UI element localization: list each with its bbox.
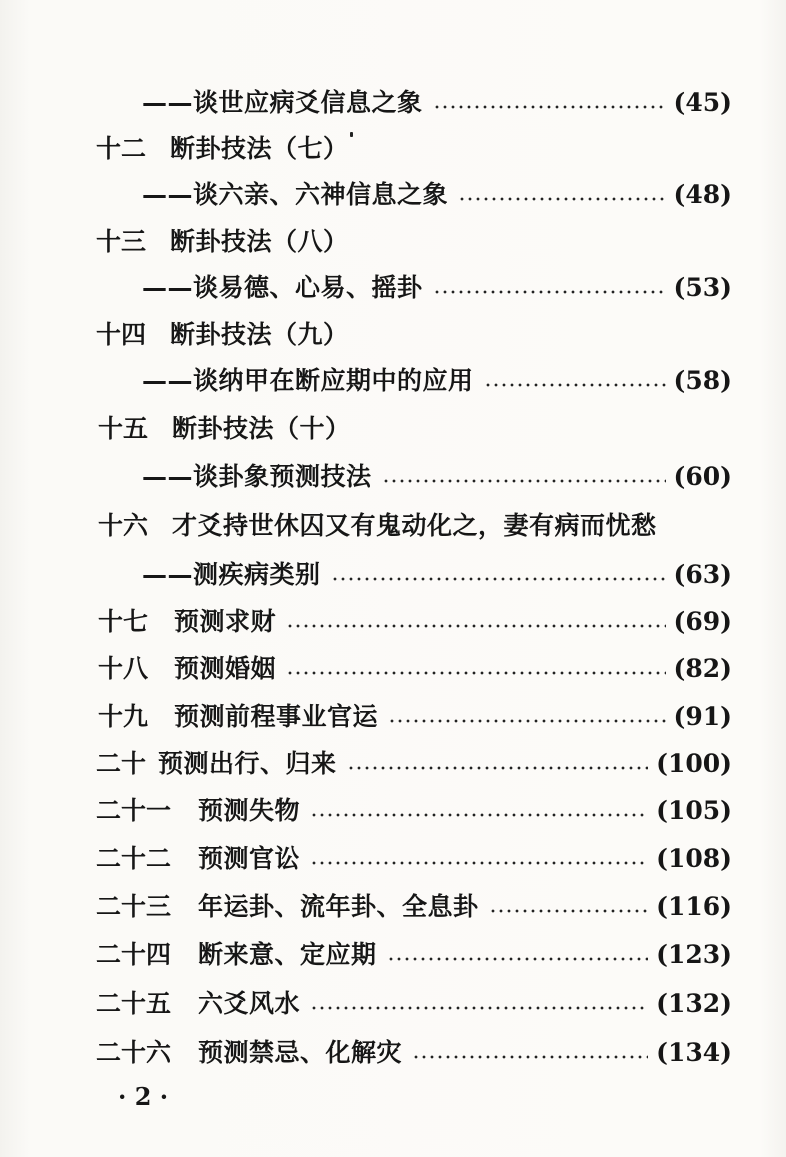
print-speck (350, 132, 353, 137)
toc-chapter-number: 十七 (98, 607, 149, 636)
toc-chapter-row (96, 132, 349, 166)
toc-subtitle: ——谈世应病爻信息之象 (142, 88, 423, 117)
toc-chapter-number: 十八 (98, 654, 149, 683)
toc-page-number: (60) (673, 462, 732, 491)
toc-chapter-number: 二十 (96, 749, 147, 778)
toc-page-number: (91) (673, 702, 732, 731)
toc-chapter-row (96, 842, 732, 876)
toc-chapter-number: 二十二 (96, 844, 172, 873)
toc-chapter-title: 断来意、定应期 (198, 940, 377, 969)
toc-subtitle: ——谈易德、心易、摇卦 (142, 273, 423, 302)
toc-chapter-row (96, 318, 349, 352)
dot-leader (286, 624, 666, 628)
toc-chapter-number: 二十五 (96, 989, 172, 1018)
toc-chapter-row (98, 652, 732, 686)
dot-leader (310, 1006, 648, 1010)
toc-chapter-title: 预测求财 (174, 607, 277, 636)
toc-chapter-row (96, 890, 732, 924)
toc-subtitle-row (142, 558, 732, 592)
dot-leader (347, 766, 649, 770)
toc-page-number: (69) (673, 607, 732, 636)
toc-chapter-title: 断卦技法（八） (170, 227, 349, 256)
toc-chapter-number: 十九 (98, 702, 149, 731)
dot-leader (412, 1055, 648, 1059)
toc-chapter-number: 二十一 (96, 796, 172, 825)
dot-leader (489, 909, 649, 913)
toc-subtitle: ——谈六亲、六神信息之象 (142, 180, 449, 209)
toc-chapter-title: 预测前程事业官运 (174, 702, 379, 731)
dot-leader (310, 861, 648, 865)
toc-subtitle: ——谈纳甲在断应期中的应用 (142, 366, 474, 395)
dot-leader (433, 105, 666, 109)
toc-chapter-number: 十五 (98, 414, 149, 443)
toc-chapter-row (98, 509, 657, 543)
toc-chapter-row (98, 412, 351, 446)
toc-chapter-title: 六爻风水 (198, 989, 301, 1018)
toc-chapter-row (96, 1036, 732, 1070)
toc-chapter-number: 二十六 (96, 1038, 172, 1067)
toc-subtitle-row (142, 86, 732, 120)
toc-subtitle-row (142, 271, 732, 305)
toc-page-number: (108) (656, 844, 732, 873)
toc-chapter-number: 二十三 (96, 892, 172, 921)
toc-page-number: (116) (656, 892, 732, 921)
toc-page-number: (100) (656, 749, 732, 778)
dot-leader (382, 479, 666, 483)
dot-leader (458, 197, 666, 201)
toc-chapter-title: 才爻持世休囚又有鬼动化之，妻有病而忧愁 (172, 511, 657, 540)
dot-leader (433, 290, 666, 294)
toc-page-number: (82) (673, 654, 732, 683)
toc-chapter-title: 预测出行、归来 (158, 749, 337, 778)
dot-leader (331, 577, 666, 581)
toc-chapter-title: 预测失物 (198, 796, 301, 825)
toc-page-number: (53) (673, 273, 732, 302)
dot-leader (387, 957, 649, 961)
toc-chapter-row (98, 605, 732, 639)
toc-page-number: (58) (673, 366, 732, 395)
toc-subtitle-row (142, 178, 732, 212)
toc-chapter-title: 预测官讼 (198, 844, 301, 873)
toc-chapter-row (96, 938, 732, 972)
toc-page-number: (45) (673, 88, 732, 117)
toc-chapter-row (96, 987, 732, 1021)
toc-chapter-number: 十二 (96, 134, 147, 163)
dot-leader (286, 671, 666, 675)
toc-chapter-title: 预测婚姻 (174, 654, 277, 683)
toc-page-number: (132) (656, 989, 732, 1018)
dot-leader (310, 813, 648, 817)
toc-subtitle-row (142, 364, 732, 398)
dot-leader (388, 719, 666, 723)
toc-chapter-title: 断卦技法（十） (172, 414, 351, 443)
toc-chapter-number: 十六 (98, 511, 149, 540)
toc-chapter-number: 十四 (96, 320, 147, 349)
toc-page-number: (48) (673, 180, 732, 209)
toc-chapter-number: 二十四 (96, 940, 172, 969)
toc-chapter-title: 年运卦、流年卦、全息卦 (198, 892, 479, 921)
toc-subtitle: ——测疾病类别 (142, 560, 321, 589)
toc-subtitle-row (142, 460, 732, 494)
toc-chapter-row (96, 747, 732, 781)
toc-subtitle: ——谈卦象预测技法 (142, 462, 372, 491)
toc-page-number: (105) (656, 796, 732, 825)
toc-chapter-number: 十三 (96, 227, 147, 256)
page-footer-number: · 2 · (118, 1082, 169, 1111)
toc-page-number: (63) (673, 560, 732, 589)
toc-chapter-title: 断卦技法（七） (170, 134, 349, 163)
dot-leader (484, 383, 666, 387)
toc-chapter-title: 预测禁忌、化解灾 (198, 1038, 403, 1067)
toc-page-number: (123) (656, 940, 732, 969)
toc-chapter-title: 断卦技法（九） (170, 320, 349, 349)
toc-page-number: (134) (656, 1038, 732, 1067)
toc-chapter-row (96, 794, 732, 828)
toc-chapter-row (98, 700, 732, 734)
toc-chapter-row (96, 225, 349, 259)
